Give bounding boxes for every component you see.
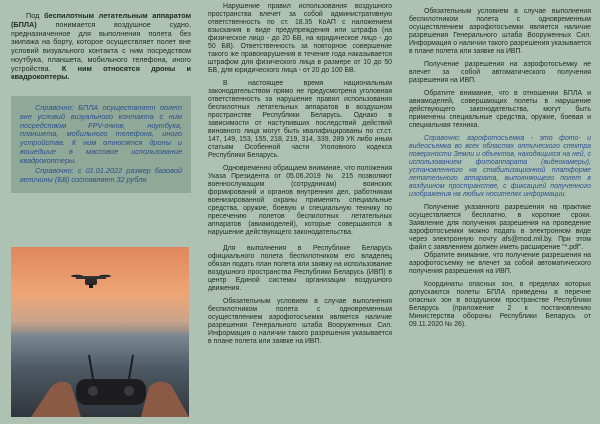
enforcement-paragraph: Обратите внимание, что в отношении БПЛА и авиамоделей, совершающих полеты в нарушение действующего законодательства, могут быть применены специальные средства, оружие, боевая и специальная техника. (409, 90, 591, 129)
intro-emphasis: К ним относятся дроны и квадрокоптеры. (11, 63, 191, 82)
criminal-liability-paragraph: В настоящее время национальным законодательством прямо не предусмотрена уголовная ответственность за нарушение правил использования беспилотных летательных аппаратов в воздушном пространстве Республики Беларусь. Однако в зависимости от наступивших последствий действий виновного лица могут быть квалифицированы по ст.ст. 147, 149, 153, 155, 218, 219, 314, 339, 289 УК либо иным статьям Особенной части Уголовного кодекса Республики Беларусь. (208, 80, 392, 159)
intro-text-middle: понимается воздушное судно, предназначенное для выполнения полета без экипажа на борту, которое осуществляет полет вне условий визуального контакта с ним посредством ноутбука, планшета, мобильного телефона, иного устройства. (11, 19, 191, 73)
middle-column (200, 0, 400, 424)
left-column (0, 0, 200, 424)
permit-application-paragraph: Получение указанного разрешения на практике осуществляется бесплатно, в короткие сроки. Заявление для получения разрешения на проведение аэрофотосъемки можно подать в электронном виде через электронную почту afs@mod.mil.by. При этом файл с заявлением должен иметь расширение "*.pdf". (409, 204, 591, 251)
ivp-permit-paragraph: Получение разрешения на аэрофотосъемку не влечет за собой автоматического получения разрешения на ИВП. (409, 61, 591, 84)
aerial-survey-definition-note: Справочно: аэрофотосъемка - это фото- и видеосъемка во всех областях оптического спектра поверхности Земли и объектов, находящихся на ней, с использованием фотоаппарата (видеокамеры), установленного на стабилизационной платформе летательного аппарата, выполняющего полет в воздушном пространстве, с фиксацией полученного изображения на любых носителях информации. (409, 135, 591, 198)
decree-paragraph: Одновременно обращаем внимание, что положения Указа Президента от 05.06.2019 № 215 позволяют военнослужащим (сотрудникам) воинских формирований и органов внутренних дел, работникам военизированной охраны применять специальные средства, оружие, боевую и специальную технику по пресечению полетов беспилотных летательных аппаратов (авиамоделей), которые совершаются в нарушение действующего законодательства. (208, 165, 392, 236)
intro-paragraph (11, 12, 191, 82)
ivp-reminder-paragraph: Обратите внимание, что получение разрешения на аэрофотосъемку не влечет за собой автоматического получения разрешения на ИВП. (409, 252, 591, 275)
admin-liability-paragraph: Нарушение правил использования воздушного пространства влечет за собой административную ответственность по ст. 18.35 КоАП с наложением взыскания в виде предупреждения или штрафа (на физическое лицо - до 20 БВ, на юридическое лицо - до 50 БВ). Ответственность за повторное совершение такого же правонарушения в течение года наказывается штрафом для физического лица в размере от 10 до 50 БВ, для юридического лица - от 20 до 100 БВ. (208, 3, 392, 74)
drone-photo (11, 247, 189, 417)
intro-term: беспилотным летательным аппаратом (БПЛА) (11, 11, 191, 29)
right-column (400, 0, 600, 424)
remote-controller-icon (31, 347, 189, 417)
drone-icon (71, 271, 111, 291)
reference-note-base-value: Справочно: с 01.01.2022 размер базовой величины (БВ) составляет 32 рубля. (20, 166, 182, 184)
intro-text-start: Под (26, 11, 45, 20)
flight-plan-paragraph: Для выполнения в Республике Беларусь официального полета беспилотником его владелец обязан подать план полета или заявку на использование воздушного пространства Республики Беларусь (ИВП) в центр Единой системы организации воздушного движения. (208, 245, 392, 292)
aerial-survey-condition-paragraph: Обязательным условием в случае выполнения беспилотником полета с одновременным осуществлением аэрофотосъемки является наличие разрешения Генерального штаба Вооруженных Сил. Информация о наличии такого разрешения указывается в плане полета или заявке на ИВП. (208, 298, 392, 345)
danger-zones-paragraph: Координаты опасных зон, в пределах которых допускаются полеты БПЛА приведены в перечне опасных зон в воздушном пространстве Республики Беларусь (приложение 2 к постановлению Министерства обороны Республики Беларусь от 09.11.2020 № 26). (409, 281, 591, 328)
reference-note-bpla: Справочно: БПЛА осуществляет полет вне условий визуального контакта с ним посредством FPV-очков, ноутбука, планшета, мобильного телефона, иного устройства. К ним относятся дроны и вошедшие в массовое использование квадрокоптеры. (20, 103, 182, 165)
reference-panel (11, 96, 191, 193)
aerial-survey-permit-paragraph: Обязательным условием в случае выполнения беспилотником полета с одновременным осуществлением аэрофотосъемки является наличие разрешения Генерального штаба Вооруженных Сил. Информация о наличии такого разрешения указывается в плане полета или заявке на ИВП. (409, 8, 591, 55)
